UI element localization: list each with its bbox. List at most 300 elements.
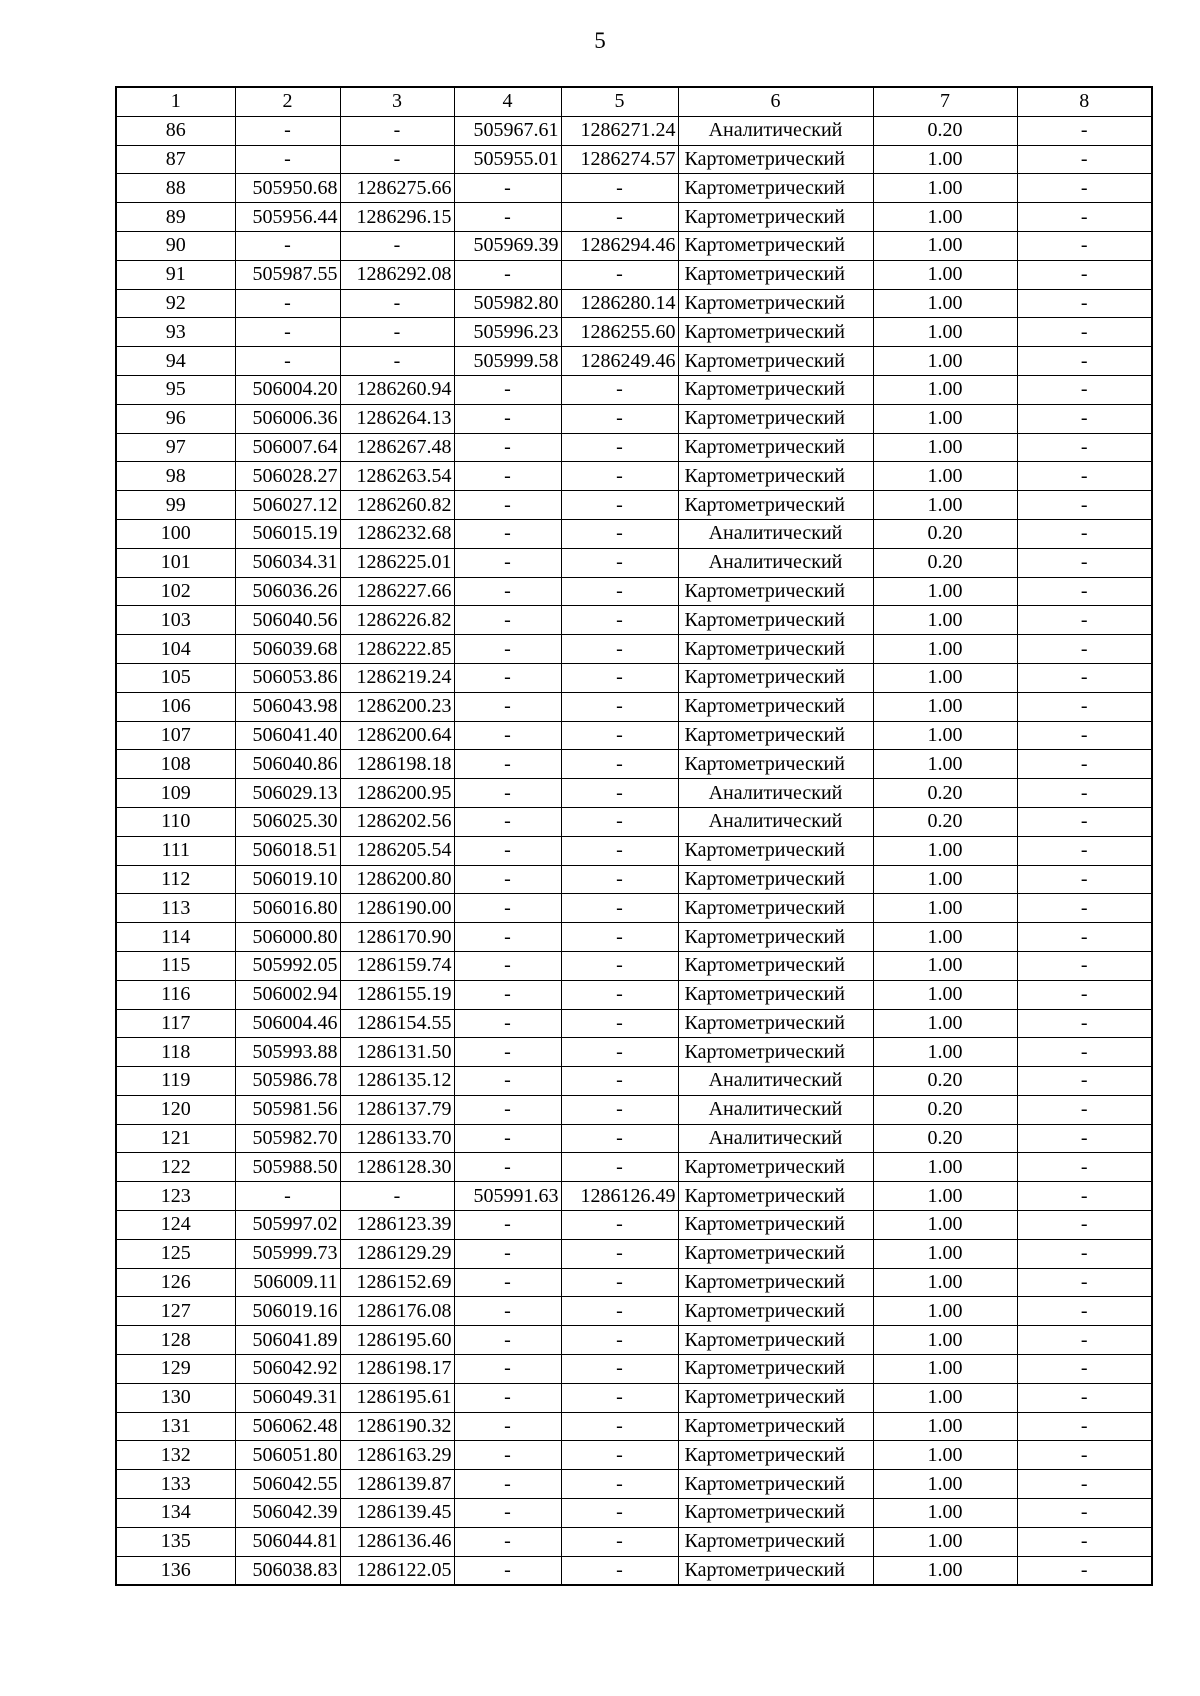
accuracy-cell: 0.20	[873, 116, 1017, 145]
x-old-cell: 506019.16	[235, 1297, 340, 1326]
table-row	[116, 635, 1152, 664]
point-number-cell: 93	[116, 318, 235, 347]
table-row	[116, 174, 1152, 203]
description-cell: -	[1017, 1009, 1152, 1038]
x-old-cell: 505950.68	[235, 174, 340, 203]
method-cell: Аналитический	[678, 807, 873, 836]
table-row	[116, 750, 1152, 779]
point-number-cell: 133	[116, 1470, 235, 1499]
accuracy-cell: 1.00	[873, 1038, 1017, 1067]
x-new-cell: -	[454, 491, 561, 520]
y-old-cell: 1286195.60	[340, 1326, 454, 1355]
point-number-cell: 108	[116, 750, 235, 779]
accuracy-cell: 1.00	[873, 865, 1017, 894]
y-new-cell: -	[561, 1412, 678, 1441]
x-new-cell: -	[454, 1211, 561, 1240]
description-cell: -	[1017, 203, 1152, 232]
y-new-cell: -	[561, 462, 678, 491]
point-number-cell: 130	[116, 1383, 235, 1412]
x-new-cell: -	[454, 750, 561, 779]
y-new-cell: -	[561, 1527, 678, 1556]
table-row	[116, 1383, 1152, 1412]
accuracy-cell: 1.00	[873, 951, 1017, 980]
accuracy-cell: 1.00	[873, 894, 1017, 923]
description-cell: -	[1017, 1239, 1152, 1268]
table-row	[116, 1355, 1152, 1384]
x-new-cell: 505982.80	[454, 289, 561, 318]
accuracy-cell: 0.20	[873, 548, 1017, 577]
y-old-cell: -	[340, 289, 454, 318]
y-old-cell: 1286154.55	[340, 1009, 454, 1038]
method-cell: Картометрический	[678, 1326, 873, 1355]
y-old-cell: 1286137.79	[340, 1095, 454, 1124]
method-cell: Картометрический	[678, 1182, 873, 1211]
accuracy-cell: 1.00	[873, 1499, 1017, 1528]
method-cell: Картометрический	[678, 865, 873, 894]
table-row	[116, 1067, 1152, 1096]
description-cell: -	[1017, 1211, 1152, 1240]
x-old-cell: -	[235, 318, 340, 347]
x-new-cell: 505991.63	[454, 1182, 561, 1211]
x-new-cell: -	[454, 951, 561, 980]
x-new-cell: -	[454, 174, 561, 203]
method-cell: Картометрический	[678, 1527, 873, 1556]
page-number: 5	[594, 28, 606, 53]
x-old-cell: 506016.80	[235, 894, 340, 923]
method-cell: Картометрический	[678, 1556, 873, 1585]
y-new-cell: -	[561, 1067, 678, 1096]
y-new-cell: -	[561, 375, 678, 404]
method-cell: Картометрический	[678, 635, 873, 664]
accuracy-cell: 1.00	[873, 404, 1017, 433]
y-new-cell: -	[561, 1355, 678, 1384]
table-header	[116, 87, 1152, 116]
description-cell: -	[1017, 1067, 1152, 1096]
y-old-cell: 1286123.39	[340, 1211, 454, 1240]
table-row	[116, 519, 1152, 548]
accuracy-cell: 1.00	[873, 1556, 1017, 1585]
table-row	[116, 491, 1152, 520]
table-row	[116, 1038, 1152, 1067]
column-header: 1	[116, 87, 235, 116]
description-cell: -	[1017, 145, 1152, 174]
point-number-cell: 123	[116, 1182, 235, 1211]
table-row	[116, 1009, 1152, 1038]
y-new-cell: 1286126.49	[561, 1182, 678, 1211]
y-old-cell: 1286190.32	[340, 1412, 454, 1441]
y-old-cell: 1286227.66	[340, 577, 454, 606]
y-old-cell: 1286155.19	[340, 980, 454, 1009]
table-row	[116, 260, 1152, 289]
y-new-cell: -	[561, 1009, 678, 1038]
x-new-cell: -	[454, 894, 561, 923]
accuracy-cell: 1.00	[873, 491, 1017, 520]
description-cell: -	[1017, 1153, 1152, 1182]
accuracy-cell: 1.00	[873, 1441, 1017, 1470]
x-new-cell: -	[454, 1383, 561, 1412]
y-new-cell: -	[561, 807, 678, 836]
x-old-cell: 506028.27	[235, 462, 340, 491]
x-old-cell: 506053.86	[235, 663, 340, 692]
accuracy-cell: 1.00	[873, 318, 1017, 347]
x-old-cell: 505988.50	[235, 1153, 340, 1182]
y-old-cell: 1286226.82	[340, 606, 454, 635]
point-number-cell: 109	[116, 779, 235, 808]
table-row	[116, 779, 1152, 808]
y-old-cell: 1286200.23	[340, 692, 454, 721]
table-row	[116, 318, 1152, 347]
description-cell: -	[1017, 1527, 1152, 1556]
y-new-cell: -	[561, 635, 678, 664]
description-cell: -	[1017, 116, 1152, 145]
x-new-cell: -	[454, 663, 561, 692]
description-cell: -	[1017, 375, 1152, 404]
method-cell: Картометрический	[678, 1499, 873, 1528]
method-cell: Аналитический	[678, 1067, 873, 1096]
y-new-cell: -	[561, 865, 678, 894]
y-new-cell: -	[561, 1556, 678, 1585]
table-row	[116, 1182, 1152, 1211]
point-number-cell: 91	[116, 260, 235, 289]
y-old-cell: -	[340, 347, 454, 376]
x-new-cell: -	[454, 980, 561, 1009]
y-old-cell: 1286159.74	[340, 951, 454, 980]
x-new-cell: -	[454, 1499, 561, 1528]
table-row	[116, 116, 1152, 145]
table-row	[116, 1527, 1152, 1556]
y-new-cell: -	[561, 519, 678, 548]
accuracy-cell: 0.20	[873, 779, 1017, 808]
y-old-cell: 1286190.00	[340, 894, 454, 923]
description-cell: -	[1017, 865, 1152, 894]
point-number-cell: 88	[116, 174, 235, 203]
point-number-cell: 127	[116, 1297, 235, 1326]
x-old-cell: 506042.39	[235, 1499, 340, 1528]
y-new-cell: -	[561, 779, 678, 808]
method-cell: Аналитический	[678, 116, 873, 145]
y-old-cell: 1286260.82	[340, 491, 454, 520]
method-cell: Картометрический	[678, 750, 873, 779]
y-new-cell: -	[561, 1383, 678, 1412]
method-cell: Картометрический	[678, 433, 873, 462]
accuracy-cell: 1.00	[873, 1297, 1017, 1326]
x-old-cell: 506029.13	[235, 779, 340, 808]
description-cell: -	[1017, 1095, 1152, 1124]
description-cell: -	[1017, 980, 1152, 1009]
description-cell: -	[1017, 1412, 1152, 1441]
accuracy-cell: 1.00	[873, 836, 1017, 865]
x-old-cell: 505956.44	[235, 203, 340, 232]
method-cell: Аналитический	[678, 1124, 873, 1153]
method-cell: Аналитический	[678, 519, 873, 548]
x-old-cell: 506004.20	[235, 375, 340, 404]
description-cell: -	[1017, 1470, 1152, 1499]
y-new-cell: -	[561, 894, 678, 923]
y-old-cell: 1286135.12	[340, 1067, 454, 1096]
method-cell: Картометрический	[678, 980, 873, 1009]
point-number-cell: 129	[116, 1355, 235, 1384]
table-row	[116, 951, 1152, 980]
point-number-cell: 100	[116, 519, 235, 548]
description-cell: -	[1017, 923, 1152, 952]
accuracy-cell: 1.00	[873, 1153, 1017, 1182]
x-new-cell: -	[454, 260, 561, 289]
x-old-cell: 505986.78	[235, 1067, 340, 1096]
x-old-cell: 506042.92	[235, 1355, 340, 1384]
table-row	[116, 1499, 1152, 1528]
table-row	[116, 404, 1152, 433]
method-cell: Картометрический	[678, 491, 873, 520]
table-row	[116, 1412, 1152, 1441]
accuracy-cell: 1.00	[873, 289, 1017, 318]
x-new-cell: -	[454, 1470, 561, 1499]
x-old-cell: 506000.80	[235, 923, 340, 952]
x-new-cell: -	[454, 1355, 561, 1384]
accuracy-cell: 0.20	[873, 807, 1017, 836]
x-old-cell: -	[235, 1182, 340, 1211]
y-old-cell: 1286139.87	[340, 1470, 454, 1499]
y-new-cell: -	[561, 577, 678, 606]
method-cell: Картометрический	[678, 462, 873, 491]
y-old-cell: 1286136.46	[340, 1527, 454, 1556]
description-cell: -	[1017, 1355, 1152, 1384]
y-new-cell: -	[561, 433, 678, 462]
y-old-cell: 1286131.50	[340, 1038, 454, 1067]
x-old-cell: 506042.55	[235, 1470, 340, 1499]
x-old-cell: -	[235, 231, 340, 260]
y-old-cell: 1286205.54	[340, 836, 454, 865]
point-number-cell: 113	[116, 894, 235, 923]
y-old-cell: 1286195.61	[340, 1383, 454, 1412]
accuracy-cell: 1.00	[873, 203, 1017, 232]
y-old-cell: 1286275.66	[340, 174, 454, 203]
x-new-cell: -	[454, 1268, 561, 1297]
table-row	[116, 807, 1152, 836]
y-new-cell: 1286249.46	[561, 347, 678, 376]
x-new-cell: -	[454, 779, 561, 808]
table-row	[116, 1124, 1152, 1153]
description-cell: -	[1017, 318, 1152, 347]
accuracy-cell: 0.20	[873, 1095, 1017, 1124]
x-new-cell: -	[454, 1095, 561, 1124]
accuracy-cell: 0.20	[873, 1067, 1017, 1096]
x-new-cell: -	[454, 1038, 561, 1067]
accuracy-cell: 1.00	[873, 635, 1017, 664]
x-old-cell: -	[235, 347, 340, 376]
description-cell: -	[1017, 807, 1152, 836]
y-old-cell: -	[340, 318, 454, 347]
description-cell: -	[1017, 519, 1152, 548]
x-old-cell: 506019.10	[235, 865, 340, 894]
y-new-cell: -	[561, 1211, 678, 1240]
method-cell: Картометрический	[678, 577, 873, 606]
accuracy-cell: 1.00	[873, 692, 1017, 721]
x-new-cell: -	[454, 923, 561, 952]
description-cell: -	[1017, 1182, 1152, 1211]
y-new-cell: 1286255.60	[561, 318, 678, 347]
method-cell: Картометрический	[678, 951, 873, 980]
y-new-cell: -	[561, 1441, 678, 1470]
y-old-cell: 1286129.29	[340, 1239, 454, 1268]
table-row	[116, 692, 1152, 721]
accuracy-cell: 1.00	[873, 721, 1017, 750]
description-cell: -	[1017, 433, 1152, 462]
x-new-cell: -	[454, 433, 561, 462]
table-row	[116, 663, 1152, 692]
point-number-cell: 134	[116, 1499, 235, 1528]
x-old-cell: 506004.46	[235, 1009, 340, 1038]
table-row	[116, 231, 1152, 260]
x-new-cell: -	[454, 1297, 561, 1326]
description-cell: -	[1017, 1297, 1152, 1326]
table-row	[116, 1297, 1152, 1326]
table-row	[116, 433, 1152, 462]
x-new-cell: -	[454, 692, 561, 721]
description-cell: -	[1017, 1326, 1152, 1355]
table-row	[116, 865, 1152, 894]
table-row	[116, 1095, 1152, 1124]
y-new-cell: -	[561, 1470, 678, 1499]
point-number-cell: 96	[116, 404, 235, 433]
y-old-cell: 1286202.56	[340, 807, 454, 836]
point-number-cell: 98	[116, 462, 235, 491]
description-cell: -	[1017, 721, 1152, 750]
accuracy-cell: 1.00	[873, 1355, 1017, 1384]
header-row	[116, 87, 1152, 116]
x-new-cell: -	[454, 836, 561, 865]
accuracy-cell: 1.00	[873, 750, 1017, 779]
point-number-cell: 136	[116, 1556, 235, 1585]
point-number-cell: 125	[116, 1239, 235, 1268]
x-new-cell: 505967.61	[454, 116, 561, 145]
y-new-cell: -	[561, 980, 678, 1009]
table-row	[116, 1556, 1152, 1585]
y-new-cell: -	[561, 174, 678, 203]
x-old-cell: 506007.64	[235, 433, 340, 462]
description-cell: -	[1017, 1556, 1152, 1585]
table-row	[116, 145, 1152, 174]
y-old-cell: -	[340, 1182, 454, 1211]
point-number-cell: 89	[116, 203, 235, 232]
method-cell: Картометрический	[678, 894, 873, 923]
point-number-cell: 111	[116, 836, 235, 865]
description-cell: -	[1017, 404, 1152, 433]
column-header: 2	[235, 87, 340, 116]
table-row	[116, 836, 1152, 865]
accuracy-cell: 1.00	[873, 1326, 1017, 1355]
x-old-cell: 506027.12	[235, 491, 340, 520]
y-new-cell: -	[561, 1268, 678, 1297]
point-number-cell: 115	[116, 951, 235, 980]
y-old-cell: 1286200.80	[340, 865, 454, 894]
table-row	[116, 1470, 1152, 1499]
point-number-cell: 101	[116, 548, 235, 577]
description-cell: -	[1017, 663, 1152, 692]
method-cell: Картометрический	[678, 692, 873, 721]
x-old-cell: 506041.89	[235, 1326, 340, 1355]
y-new-cell: -	[561, 923, 678, 952]
column-header: 7	[873, 87, 1017, 116]
accuracy-cell: 1.00	[873, 577, 1017, 606]
x-old-cell: 505982.70	[235, 1124, 340, 1153]
description-cell: -	[1017, 635, 1152, 664]
table-row	[116, 375, 1152, 404]
y-old-cell: 1286200.64	[340, 721, 454, 750]
x-old-cell: 506051.80	[235, 1441, 340, 1470]
description-cell: -	[1017, 606, 1152, 635]
method-cell: Картометрический	[678, 203, 873, 232]
method-cell: Картометрический	[678, 1470, 873, 1499]
point-number-cell: 103	[116, 606, 235, 635]
accuracy-cell: 1.00	[873, 1383, 1017, 1412]
y-new-cell: -	[561, 548, 678, 577]
x-old-cell: 506049.31	[235, 1383, 340, 1412]
description-cell: -	[1017, 1038, 1152, 1067]
x-new-cell: 505999.58	[454, 347, 561, 376]
accuracy-cell: 1.00	[873, 1009, 1017, 1038]
x-old-cell: 506009.11	[235, 1268, 340, 1297]
y-new-cell: -	[561, 1153, 678, 1182]
y-new-cell: -	[561, 1326, 678, 1355]
point-number-cell: 99	[116, 491, 235, 520]
y-new-cell: -	[561, 1239, 678, 1268]
column-header: 8	[1017, 87, 1152, 116]
x-new-cell: 505996.23	[454, 318, 561, 347]
method-cell: Картометрический	[678, 1038, 873, 1067]
table-row	[116, 1268, 1152, 1297]
x-old-cell: -	[235, 289, 340, 318]
method-cell: Картометрический	[678, 347, 873, 376]
x-old-cell: -	[235, 116, 340, 145]
y-old-cell: 1286200.95	[340, 779, 454, 808]
point-number-cell: 114	[116, 923, 235, 952]
y-new-cell: -	[561, 750, 678, 779]
x-new-cell: 505969.39	[454, 231, 561, 260]
method-cell: Картометрический	[678, 145, 873, 174]
description-cell: -	[1017, 1441, 1152, 1470]
x-new-cell: -	[454, 635, 561, 664]
x-new-cell: -	[454, 1527, 561, 1556]
x-new-cell: -	[454, 1239, 561, 1268]
description-cell: -	[1017, 347, 1152, 376]
y-old-cell: 1286263.54	[340, 462, 454, 491]
x-old-cell: 506062.48	[235, 1412, 340, 1441]
point-number-cell: 124	[116, 1211, 235, 1240]
y-new-cell: -	[561, 836, 678, 865]
description-cell: -	[1017, 750, 1152, 779]
method-cell: Картометрический	[678, 318, 873, 347]
y-new-cell: -	[561, 404, 678, 433]
y-new-cell: -	[561, 1124, 678, 1153]
column-header: 5	[561, 87, 678, 116]
y-old-cell: 1286264.13	[340, 404, 454, 433]
x-old-cell: 506018.51	[235, 836, 340, 865]
point-number-cell: 90	[116, 231, 235, 260]
method-cell: Картометрический	[678, 404, 873, 433]
accuracy-cell: 1.00	[873, 174, 1017, 203]
x-old-cell: 505992.05	[235, 951, 340, 980]
method-cell: Картометрический	[678, 1239, 873, 1268]
y-old-cell: 1286133.70	[340, 1124, 454, 1153]
table-row	[116, 923, 1152, 952]
accuracy-cell: 1.00	[873, 260, 1017, 289]
method-cell: Картометрический	[678, 1441, 873, 1470]
x-old-cell: 505993.88	[235, 1038, 340, 1067]
method-cell: Картометрический	[678, 1297, 873, 1326]
accuracy-cell: 1.00	[873, 1527, 1017, 1556]
y-new-cell: -	[561, 1095, 678, 1124]
table-row	[116, 1211, 1152, 1240]
